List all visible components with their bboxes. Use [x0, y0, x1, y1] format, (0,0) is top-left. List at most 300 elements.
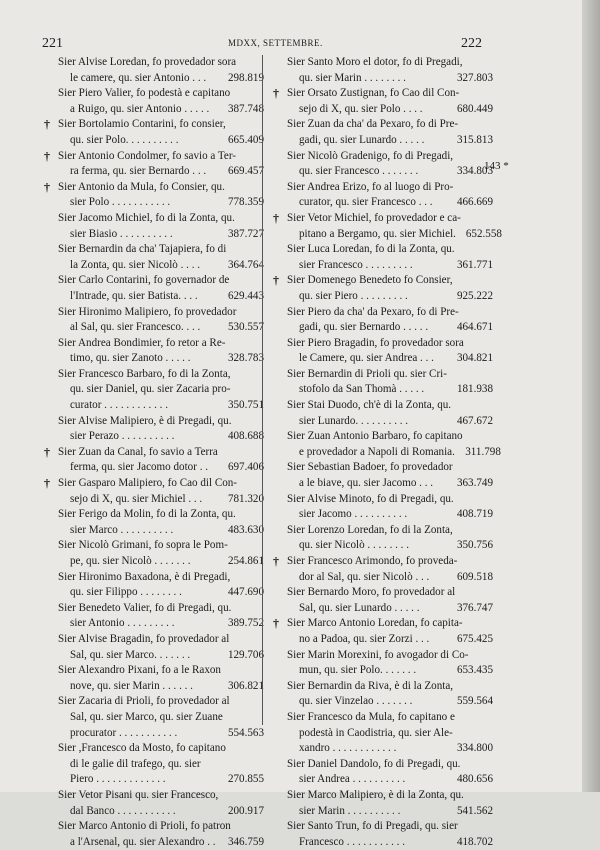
vote-count: 387.727: [227, 227, 264, 240]
entry-line: sier Biasio . . . . . . . . . .: [70, 227, 173, 240]
entry-last-line: [42, 679, 264, 695]
entry-line: qu. sier Marin . . . . . . . .: [299, 71, 406, 84]
entry-line: sier Francesco . . . . . . . . .: [299, 258, 413, 271]
entry-line: Sier Andrea Bondimier, fo retor a Re-: [58, 336, 226, 349]
list-item: [271, 648, 493, 679]
dagger-mark: †: [44, 179, 50, 194]
vote-count: 350.756: [456, 539, 493, 552]
leader-dots: [408, 289, 447, 305]
vote-count: 304.821: [456, 352, 493, 365]
leader-dots: [429, 632, 447, 648]
entry-last-line: [42, 523, 264, 539]
entry-line: Sier Jacomo Michiel, fo di la Zonta, qu.: [58, 211, 235, 224]
list-item: [271, 86, 493, 117]
entry-last-line: [271, 289, 493, 305]
list-item: [42, 538, 264, 569]
entry-line: Sier Nicolò Gradenigo, fo di Pregadi,: [287, 149, 454, 162]
entry-line: Sier Vetor Pisani qu. sier Francesco,: [58, 788, 219, 801]
vote-count: 315.813: [456, 133, 493, 146]
list-item: [42, 149, 264, 180]
entry-last-line: [271, 351, 493, 367]
vote-count: 306.821: [227, 679, 264, 692]
leader-dots: [433, 195, 447, 211]
leader-dots: [190, 351, 218, 367]
entry-line: gadi, qu. sier Bernardo . . . . .: [299, 321, 429, 334]
entry-line: Sier Alvise Malipiero, è di Pregadi, qu.: [58, 414, 232, 427]
vote-count: 466.669: [456, 196, 493, 209]
vote-count: 483.630: [227, 523, 264, 536]
entry-line: Sier Antonio da Mula, fo Consier, qu.: [58, 180, 225, 193]
entry-line: Sier Luca Loredan, fo di la Zonta, qu.: [287, 243, 455, 256]
entry-line: dor al Sal, qu. sier Nicolò . . .: [299, 570, 430, 583]
leader-dots: [413, 258, 447, 274]
entry-line: Sier Orsato Zustignan, fo Cao dil Con-: [287, 87, 460, 100]
entry-last-line: [271, 835, 493, 850]
dagger-mark: †: [273, 554, 279, 568]
entry-last-line: [271, 772, 493, 788]
entry-last-line: [271, 320, 493, 336]
vote-count: 346.759: [227, 835, 264, 848]
leader-dots: [166, 772, 218, 788]
vote-count: 408.719: [456, 508, 493, 521]
entry-last-line: [271, 741, 493, 757]
vote-count: 408.688: [227, 430, 264, 443]
entry-line: Sier Benedeto Valier, fo di Pregadi, qu.: [58, 601, 232, 614]
vote-count: 665.409: [227, 133, 264, 146]
running-title: MDXX, SETTEMBRE.: [228, 38, 323, 48]
list-item: [271, 149, 493, 180]
list-item: [42, 55, 264, 86]
list-item: [271, 585, 493, 616]
list-item: [42, 273, 264, 304]
entry-last-line: [271, 507, 493, 523]
entry-line: pitano a Bergamo, qu. sier Michiel.: [299, 227, 456, 240]
list-item: [42, 788, 264, 819]
entry-line: ferma, qu. sier Jacomo dotor . .: [70, 461, 209, 474]
leader-dots: [409, 538, 447, 554]
leader-dots: [174, 616, 218, 632]
entry-line: ra ferma, qu. sier Bernardo . . .: [70, 165, 207, 178]
vote-count: 697.406: [227, 461, 264, 474]
list-item: [271, 180, 493, 211]
list-item: [271, 554, 493, 585]
entry-line: sier Andrea . . . . . . . . . .: [299, 773, 406, 786]
entry-line: Sier Marin Morexini, fo avogador di Co-: [287, 648, 469, 661]
entry-line: Sier Gasparo Malipiero, fo Cao dil Con-: [58, 477, 238, 490]
entry-last-line: [42, 133, 264, 149]
entry-line: Sier Santo Trun, fo di Pregadi, qu. sier: [287, 820, 458, 833]
leader-dots: [182, 585, 218, 601]
entry-last-line: [42, 227, 264, 243]
list-item: [271, 710, 493, 757]
list-item: [42, 632, 264, 663]
leader-dots: [208, 460, 218, 476]
entry-line: Sier Alvise Minoto, fo di Pregadi, qu.: [287, 492, 454, 505]
entry-line: Francesco . . . . . . . . . . .: [299, 835, 405, 848]
entry-last-line: [271, 164, 493, 180]
vote-count: 418.702: [456, 835, 493, 848]
entry-line: pe, qu. sier Nicolò . . . . . . .: [70, 555, 191, 567]
leader-dots: [407, 507, 447, 523]
leader-dots: [174, 429, 218, 445]
leader-dots: [396, 741, 447, 757]
leader-dots: [400, 804, 447, 820]
entry-line: Sier Lorenzo Loredan, fo di la Zonta,: [287, 523, 453, 536]
vote-count: 389.752: [227, 617, 264, 630]
entry-line: Sier Bernardo Moro, fo provedador al: [287, 586, 456, 599]
entry-line: Sier Piero Bragadin, fo provedador sora: [287, 336, 464, 349]
vote-count: 530.557: [227, 321, 264, 334]
entry-line: le camere, qu. sier Antonio . . .: [70, 71, 207, 84]
entry-last-line: [42, 585, 264, 601]
entry-line: sier Antonio . . . . . . . . .: [70, 617, 175, 630]
entry-last-line: [271, 195, 493, 211]
vote-count: 254.861: [227, 555, 264, 567]
vote-count: 200.917: [227, 804, 264, 817]
entry-line: Sier Bernardin di Prioli qu. sier Cri-: [287, 367, 447, 380]
leader-dots: [202, 492, 218, 508]
vote-count: 327.803: [456, 71, 493, 84]
entry-line: Sier Antonio Condolmer, fo savio a Ter-: [58, 149, 236, 162]
vote-count: 467.672: [456, 414, 493, 427]
entry-line: mun, qu. sier Polo. . . . . . .: [299, 664, 417, 677]
entry-last-line: [42, 398, 264, 414]
entry-line: sier Marco . . . . . . . . . .: [70, 523, 174, 536]
entry-last-line: [42, 351, 264, 367]
list-item: [271, 429, 501, 460]
entry-line: Sier Andrea Erizo, fo al luogo di Pro-: [287, 180, 454, 193]
entry-last-line: [271, 71, 493, 87]
entry-line: e provedador a Napoli di Romania.: [299, 445, 455, 458]
entry-last-line: [42, 554, 264, 570]
entry-line: sejo di X, qu. sier Michiel . . .: [70, 492, 203, 505]
vote-count: 480.656: [456, 773, 493, 786]
entry-line: stofolo da San Thomà . . . . .: [299, 383, 425, 396]
list-item: [271, 305, 493, 336]
entry-line: qu. sier Vinzelao . . . . . . .: [299, 695, 413, 708]
vote-count: 334.800: [456, 742, 493, 755]
leader-dots: [177, 726, 218, 742]
leader-dots: [429, 570, 447, 586]
list-item: [42, 570, 264, 601]
entry-last-line: [271, 445, 501, 461]
entry-last-line: [271, 538, 493, 554]
entry-last-line: [42, 835, 264, 850]
entry-last-line: [271, 133, 493, 149]
entry-line: procurator . . . . . . . . . . .: [70, 726, 178, 739]
vote-count: 675.425: [456, 632, 493, 645]
entry-line: Sier Bernardin da cha' Tajapiera, fo di: [58, 243, 227, 256]
entry-line: curator . . . . . . . . . . . .: [70, 399, 168, 412]
list-item: [271, 757, 493, 788]
entry-line: Sier ,Francesco da Mosto, fo capitano: [58, 742, 226, 755]
dagger-mark: †: [273, 273, 279, 288]
entry-last-line: [42, 320, 264, 336]
vote-count: 350.751: [227, 399, 264, 412]
entry-line: la Zonta, qu. sier Nicolò . . . .: [70, 258, 201, 271]
list-item: [271, 788, 493, 819]
entry-line: a Ruigo, qu. sier Antonio . . . . .: [70, 102, 210, 115]
list-item: [42, 336, 264, 367]
vote-count: 181.938: [456, 383, 493, 396]
entry-line: Sier Sebastian Badoer, fo provedador: [287, 461, 453, 474]
entry-line: no a Padoa, qu. sier Zorzi . . .: [299, 632, 430, 645]
entry-last-line: [42, 460, 264, 476]
vote-count: 363.749: [456, 477, 493, 490]
entry-line: Piero . . . . . . . . . . . . .: [70, 773, 166, 786]
entry-last-line: [42, 804, 264, 820]
entry-line: Sier Vetor Michiel, fo provedador e ca-: [287, 211, 461, 224]
leader-dots: [200, 320, 218, 336]
entry-line: Sier Bernardin da Riva, è di la Zonta,: [287, 679, 454, 692]
entry-line: qu. sier Filippo . . . . . . . .: [70, 586, 182, 599]
page-number-right: 222: [461, 36, 482, 51]
entry-last-line: [42, 102, 264, 118]
entry-last-line: [271, 632, 493, 648]
entry-last-line: [271, 601, 493, 617]
entry-line: di le galie dil trafego, qu. sier: [70, 757, 201, 770]
leader-dots: [178, 133, 218, 149]
entry-line: sier Lunardo. . . . . . . . . .: [299, 414, 409, 427]
entry-line: qu. sier Piero . . . . . . . . .: [299, 289, 408, 302]
vote-count: 541.562: [456, 804, 493, 817]
entry-line: Sier Zuan Antonio Barbaro, fo capitano: [287, 430, 463, 443]
leader-dots: [406, 71, 447, 87]
entry-last-line: [42, 195, 264, 211]
entry-line: Sier Piero Valier, fo podestà e capitano: [58, 87, 231, 100]
dagger-mark: †: [273, 86, 279, 101]
dagger-mark: †: [273, 210, 279, 225]
entry-line: Sier Zuan da cha' da Pexaro, fo di Pre-: [287, 118, 459, 131]
list-item: [271, 492, 493, 523]
list-item: [42, 819, 264, 850]
list-item: [42, 367, 264, 414]
entry-line: le Camere, qu. sier Andrea . . .: [299, 352, 434, 365]
entry-last-line: [42, 71, 264, 87]
list-item: [271, 398, 493, 429]
entry-line: Sier Alvise Loredan, fo provedador sora: [58, 56, 237, 68]
list-item: [271, 523, 493, 554]
entry-line: a le biave, qu. sier Jacomo . . .: [299, 477, 434, 490]
dagger-mark: †: [273, 616, 279, 631]
entry-line: sier Polo . . . . . . . . . . .: [70, 196, 171, 209]
entry-last-line: [271, 570, 493, 586]
list-item: [42, 180, 264, 211]
vote-count: 387.748: [227, 102, 264, 115]
vote-count: 311.798: [465, 445, 501, 458]
leader-dots: [190, 648, 218, 664]
entry-last-line: [42, 726, 264, 742]
vote-count: 680.449: [456, 102, 493, 115]
entry-line: l'Intrade, qu. sier Batista. . . .: [70, 289, 198, 302]
vote-count: 334.803: [456, 165, 493, 178]
entry-last-line: [42, 648, 264, 664]
vote-count: 652.558: [465, 227, 502, 240]
entry-line: sier Marin . . . . . . . . . .: [299, 804, 401, 817]
entry-line: gadi, qu. sier Lunardo . . . . .: [299, 133, 425, 146]
vote-count: 270.855: [227, 773, 264, 786]
list-item: [42, 663, 264, 694]
vote-count: 653.435: [456, 664, 493, 677]
leader-dots: [168, 398, 218, 414]
entry-line: Sier Nicolò Grimani, fo sopra le Pom-: [58, 539, 228, 552]
list-item: [42, 305, 264, 336]
entry-line: Sier Bortolamio Contarini, fo consier,: [58, 118, 226, 131]
vote-count: 669.457: [227, 165, 264, 178]
page-number-left: 221: [42, 36, 63, 51]
leader-dots: [173, 227, 218, 243]
leader-dots: [424, 382, 447, 398]
leader-dots: [173, 523, 218, 539]
entry-line: sier Jacomo . . . . . . . . . .: [299, 508, 408, 521]
entry-line: qu. sier Francesco . . . . . . .: [299, 165, 419, 178]
left-column: [42, 55, 264, 848]
vote-count: 925.222: [456, 289, 493, 302]
entry-line: Sier Ferigo da Molin, fo di la Zonta, qu.: [58, 508, 236, 521]
entry-line: timo, qu. sier Zanoto . . . . .: [70, 352, 191, 365]
entry-last-line: [271, 102, 493, 118]
vote-count: 376.747: [456, 601, 493, 614]
entry-line: Sier Domenego Benedeto fo Consier,: [287, 274, 453, 287]
entry-line: qu. sier Nicolò . . . . . . . .: [299, 539, 410, 552]
list-item: [42, 242, 264, 273]
entry-line: Sier Piero da cha' da Pexaro, fo di Pre-: [287, 305, 459, 318]
list-item: [42, 445, 264, 476]
entry-last-line: [271, 476, 493, 492]
entry-line: Sier Alvise Bragadin, fo provedador al: [58, 632, 230, 645]
leader-dots: [428, 320, 447, 336]
list-item: [42, 211, 264, 242]
entry-line: Sier Zacaria di Prioli, fo provedador al: [58, 695, 230, 708]
entry-last-line: [271, 694, 493, 710]
leader-dots: [209, 102, 218, 118]
entry-line: Sier Marco Antonio di Prioli, fo patron: [58, 820, 231, 833]
leader-dots: [418, 164, 447, 180]
list-item: [42, 476, 264, 507]
entry-line: sier Perazo . . . . . . . . . .: [70, 430, 175, 443]
leader-dots: [206, 164, 218, 180]
list-item: [271, 460, 493, 491]
entry-line: podestà in Caodistria, qu. sier Ale-: [299, 726, 453, 739]
dagger-mark: †: [44, 117, 50, 132]
vote-count: 364.764: [227, 258, 264, 271]
vote-count: 781.320: [227, 492, 264, 505]
leader-dots: [412, 694, 447, 710]
entry-line: Sal, qu. sier Marco. . . . . . .: [70, 648, 191, 661]
entry-line: Sier Santo Moro el dotor, fo di Pregadi,: [287, 56, 463, 68]
leader-dots: [200, 258, 218, 274]
entry-line: Sier Daniel Dandolo, fo di Pregadi, qu.: [287, 757, 461, 770]
entry-line: curator, qu. sier Francesco . . .: [299, 196, 433, 209]
leader-dots: [176, 804, 218, 820]
vote-count: 629.443: [227, 289, 264, 302]
list-item: [271, 679, 493, 710]
entry-line: Sier Francesco Arimondo, fo proveda-: [287, 555, 458, 567]
leader-dots: [405, 772, 447, 788]
list-item: [271, 616, 493, 647]
vote-count: 464.671: [456, 321, 493, 334]
entry-line: Sal, qu. sier Marco, qu. sier Zuane: [70, 710, 223, 723]
entry-last-line: [271, 663, 493, 679]
entry-line: Sier Francesco Barbaro, fo di la Zonta,: [58, 367, 231, 380]
leader-dots: [408, 414, 447, 430]
list-item: [271, 242, 493, 273]
page-header: [42, 36, 482, 52]
entry-last-line: [42, 429, 264, 445]
leader-dots: [198, 289, 218, 305]
vote-count: 328.783: [227, 352, 264, 365]
list-item: [271, 819, 493, 850]
list-item: [271, 336, 493, 367]
list-item: [42, 414, 264, 445]
entry-line: qu. sier Daniel, qu. sier Zacaria pro-: [70, 383, 231, 396]
entry-line: xandro . . . . . . . . . . . .: [299, 742, 397, 755]
entry-last-line: [271, 382, 493, 398]
entry-line: Sier Zuan da Canal, fo savio a Terra: [58, 445, 218, 458]
entry-line: sejo di X, qu. sier Polo . . . .: [299, 102, 423, 115]
entry-line: al Sal, qu. sier Francesco. . . .: [70, 321, 201, 334]
leader-dots: [190, 554, 218, 570]
leader-dots: [170, 195, 218, 211]
vote-count: 609.518: [456, 570, 493, 583]
list-item: [42, 601, 264, 632]
entry-line: Sier Marco Antonio Loredan, fo capita-: [287, 617, 463, 630]
leader-dots: [193, 679, 218, 695]
entry-line: Sier Alexandro Pixani, fo a le Raxon: [58, 664, 221, 677]
entry-last-line: [271, 414, 493, 430]
dagger-mark: †: [44, 444, 50, 459]
vote-count: 559.564: [456, 695, 493, 708]
vote-count: 361.771: [456, 258, 493, 271]
entry-last-line: [271, 258, 493, 274]
dagger-mark: †: [44, 476, 50, 491]
vote-count: 554.563: [227, 726, 264, 739]
page-edge-shadow: [582, 0, 600, 792]
leader-dots: [424, 133, 447, 149]
entry-last-line: [271, 227, 502, 243]
entry-line: Sier Hironimo Baxadona, è di Pregadi,: [58, 570, 231, 583]
list-item: [42, 117, 264, 148]
entry-line: Sier Francesco da Mula, fo capitano e: [287, 710, 455, 723]
entry-last-line: [42, 164, 264, 180]
vote-count: 298.819: [227, 71, 264, 84]
vote-count: 778.359: [227, 196, 264, 209]
entry-line: Sier Stai Duodo, ch'è di la Zonta, qu.: [287, 399, 452, 412]
entry-line: qu. sier Polo. . . . . . . . . .: [70, 133, 179, 146]
leader-dots: [434, 351, 447, 367]
entry-last-line: [42, 616, 264, 632]
entry-line: Sier Marco Malipiero, è di la Zonta, qu.: [287, 788, 464, 801]
entry-last-line: [42, 258, 264, 274]
margin-note: 143 *: [484, 160, 509, 172]
entry-line: dal Banco . . . . . . . . . . .: [70, 804, 176, 817]
list-item: [271, 367, 493, 398]
list-item: [271, 273, 493, 304]
list-item: [42, 86, 264, 117]
leader-dots: [206, 71, 218, 87]
list-item: [42, 741, 264, 788]
leader-dots: [423, 102, 447, 118]
list-item: [271, 210, 502, 242]
leader-dots: [405, 835, 447, 850]
entry-last-line: [42, 492, 264, 508]
dagger-mark: †: [44, 148, 50, 163]
entry-line: Sal, qu. sier Lunardo . . . . .: [299, 601, 420, 614]
leader-dots: [419, 601, 447, 617]
list-item: [42, 507, 264, 538]
list-item: [271, 117, 493, 148]
entry-last-line: [271, 804, 493, 820]
